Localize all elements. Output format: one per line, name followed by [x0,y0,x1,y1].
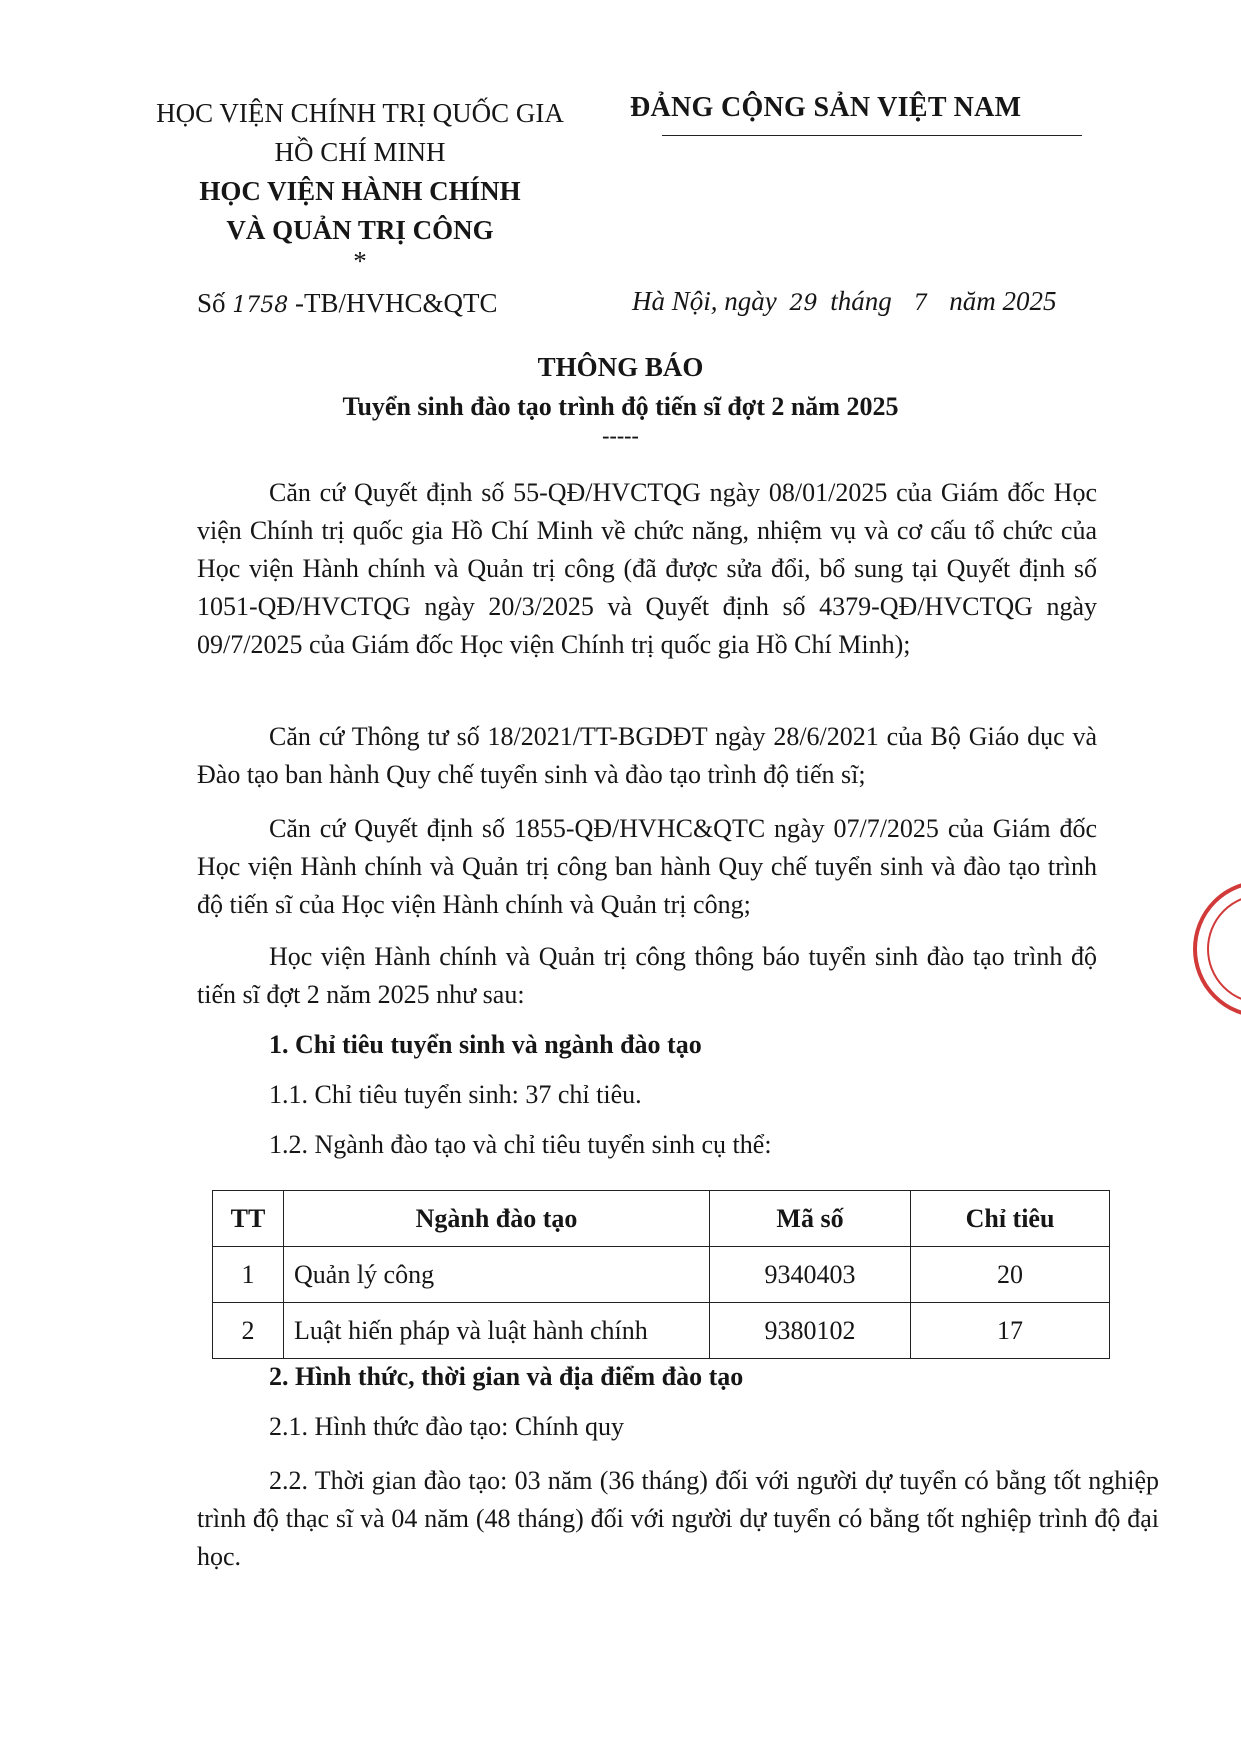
paragraph-basis-1 [197,474,1097,664]
date-month-label: tháng [830,286,892,316]
issuer-name-line2: VÀ QUẢN TRỊ CÔNG [226,215,494,245]
paragraph-announcement-text: Học viện Hành chính và Quản trị công thông báo tuyển sinh đào tạo trình độ tiến sĩ đợt 2 năm 2025 như sau: [197,942,1097,1009]
header-quota: Chỉ tiêu [911,1191,1110,1247]
section1-heading: 1. Chỉ tiêu tuyển sinh và ngành đào tạo [269,1030,702,1059]
date-month: 7 [913,291,928,316]
date-place: Hà Nội, ngày [632,286,777,316]
issuer-parent-line1: HỌC VIỆN CHÍNH TRỊ QUỐC GIA [156,98,564,128]
document-number [197,288,498,319]
header-tt: TT [213,1191,284,1247]
cell-code: 9340403 [710,1247,911,1303]
section2-item2 [197,1462,1159,1576]
cell-code: 9380102 [710,1303,911,1359]
cell-tt: 2 [213,1303,284,1359]
document-date [632,286,1057,317]
paragraph-announcement [197,938,1097,1014]
date-year: năm 2025 [949,286,1057,316]
document-title: THÔNG BÁO [537,352,704,382]
paragraph-basis-2 [197,718,1097,794]
cell-major: Luật hiến pháp và luật hành chính [284,1303,710,1359]
number-handwritten: 1758 [232,293,289,318]
section2-heading: 2. Hình thức, thời gian và địa điểm đào tạo [269,1362,744,1391]
party-title-underline [662,135,1082,136]
table-row [213,1247,1110,1303]
cell-quota: 20 [911,1247,1110,1303]
section1-item2: 1.2. Ngành đào tạo và chỉ tiêu tuyển sinh cụ thể: [269,1130,772,1159]
red-seal-stamp [1193,880,1241,1018]
number-prefix: Số [197,288,226,318]
date-day: 29 [789,291,818,316]
title-separator: ----- [602,423,639,448]
paragraph-basis-1-text: Căn cứ Quyết định số 55-QĐ/HVCTQG ngày 08/01/2025 của Giám đốc Học viện Chính trị quốc gia Hồ Chí Minh về chức năng, nhiệm vụ và cơ cấu tổ chức của Học viện Hành chính và Quản trị công (đã được sửa đổi, bổ sung tại Quyết định số 1051-QĐ/HVCTQG ngày 20/3/2025 và Quyết định số 4379-QĐ/HVCTQG ngày 09/7/2025 của Giám đốc Học viện Chính trị quốc gia Hồ Chí Minh); [197,478,1097,659]
table-header-row [213,1191,1110,1247]
issuer-parent-line2: HỒ CHÍ MINH [274,137,446,167]
header-code: Mã số [710,1191,911,1247]
paragraph-basis-3 [197,810,1097,924]
number-suffix: -TB/HVHC&QTC [295,288,498,318]
table-row [213,1303,1110,1359]
document-subtitle: Tuyển sinh đào tạo trình độ tiến sĩ đợt 2 năm 2025 [342,392,899,421]
cell-quota: 17 [911,1303,1110,1359]
cell-tt: 1 [213,1247,284,1303]
issuer-name-line1: HỌC VIỆN HÀNH CHÍNH [199,176,521,206]
party-title: ĐẢNG CỘNG SẢN VIỆT NAM [630,92,1022,123]
paragraph-basis-2-text: Căn cứ Thông tư số 18/2021/TT-BGDĐT ngày 28/6/2021 của Bộ Giáo dục và Đào tạo ban hành Quy chế tuyển sinh và đào tạo trình độ tiến sĩ; [197,722,1097,789]
section1-item1: 1.1. Chỉ tiêu tuyển sinh: 37 chỉ tiêu. [269,1080,642,1109]
section2-item1: 2.1. Hình thức đào tạo: Chính quy [269,1412,624,1441]
section2-item2-text: 2.2. Thời gian đào tạo: 03 năm (36 tháng) đối với người dự tuyển có bằng tốt nghiệp trình độ thạc sĩ và 04 năm (48 tháng) đối với người dự tuyển có bằng tốt nghiệp trình độ đại học. [197,1466,1159,1571]
issuer-block [140,94,580,276]
issuer-star: * [353,246,367,276]
cell-major: Quản lý công [284,1247,710,1303]
quota-table [212,1190,1110,1359]
paragraph-basis-3-text: Căn cứ Quyết định số 1855-QĐ/HVHC&QTC ngày 07/7/2025 của Giám đốc Học viện Hành chính và Quản trị công ban hành Quy chế tuyển sinh và đào tạo trình độ tiến sĩ của Học viện Hành chính và Quản trị công; [197,814,1097,919]
header-major: Ngành đào tạo [284,1191,710,1247]
